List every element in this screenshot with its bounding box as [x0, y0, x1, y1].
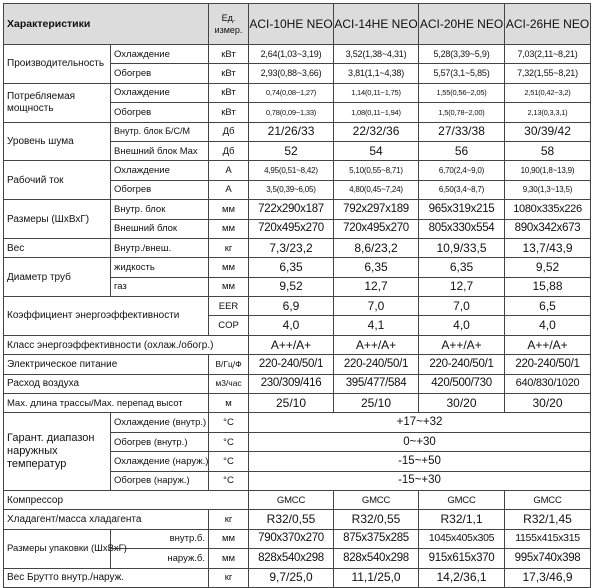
value-cell: 4,1: [334, 316, 419, 335]
value-cell: 0~+30: [249, 432, 591, 451]
value-cell: R32/0,55: [334, 510, 419, 529]
value-cell: 30/39/42: [505, 122, 591, 141]
sub-label: жидкость: [111, 258, 209, 277]
value-cell: R32/1,45: [505, 510, 591, 529]
value-cell: 2,51(0,42~3,2): [505, 83, 591, 102]
row-label-dimensions: Размеры (ШхВхГ): [4, 200, 111, 239]
sub-label: Внутр./внеш.: [111, 238, 209, 257]
value-cell: 6,35: [419, 258, 505, 277]
row-label-power: Потребляемая мощность: [4, 83, 111, 122]
value-cell: 828x540x298: [334, 549, 419, 568]
value-cell: 58: [505, 141, 591, 160]
value-cell: 6,35: [334, 258, 419, 277]
value-cell: 9,7/25,0: [249, 568, 334, 587]
sub-label: газ: [111, 277, 209, 296]
value-cell: 27/33/38: [419, 122, 505, 141]
value-cell: 1,5(0,78~2,00): [419, 103, 505, 122]
value-cell: 792x297x189: [334, 200, 419, 219]
spec-table: [3, 3, 591, 588]
value-cell: 220-240/50/1: [419, 355, 505, 374]
table-row: [4, 413, 591, 432]
value-cell: 12,7: [334, 277, 419, 296]
value-cell: A++/A+: [419, 335, 505, 354]
table-row: [4, 45, 591, 64]
value-cell: 9,52: [505, 258, 591, 277]
sub-label: Обогрев (внутр.): [111, 432, 209, 451]
value-cell: GMCC: [249, 490, 334, 509]
value-cell: 6,70(2,4~9,0): [419, 161, 505, 180]
value-cell: 3,5(0,39~6,05): [249, 180, 334, 199]
unit-cell: Дб: [209, 141, 249, 160]
sub-label: наруж.б.: [111, 549, 209, 568]
value-cell: 25/10: [249, 394, 334, 413]
value-cell: 2,93(0,88~3,66): [249, 64, 334, 83]
row-label-gross-weight: Вес Брутто внутр./наруж.: [4, 568, 209, 587]
value-cell: 4,80(0,45~7,24): [334, 180, 419, 199]
model-2: ACI-14HE NEO: [334, 4, 419, 45]
unit-cell: мм: [209, 258, 249, 277]
value-cell: 7,32(1,55~8,21): [505, 64, 591, 83]
row-label-package: Размеры упаковки (ШхВхГ): [4, 529, 111, 568]
unit-cell: кВт: [209, 103, 249, 122]
value-cell: 30/20: [419, 394, 505, 413]
unit-cell: мм: [209, 549, 249, 568]
unit-cell: кг: [209, 510, 249, 529]
row-label-guaranteed-range: Гарант. диапазон наружных температур: [4, 413, 111, 491]
value-cell: GMCC: [505, 490, 591, 509]
value-cell: 722x290x187: [249, 200, 334, 219]
table-row: [4, 335, 591, 354]
sub-label: Охлаждение: [111, 83, 209, 102]
value-cell: -15~+50: [249, 452, 591, 471]
value-cell: 220-240/50/1: [249, 355, 334, 374]
sub-label: Обогрев: [111, 180, 209, 199]
row-label-performance: Производительность: [4, 45, 111, 84]
value-cell: 220-240/50/1: [505, 355, 591, 374]
value-cell: 0,78(0,09~1,33): [249, 103, 334, 122]
value-cell: 3,52(1,38~4,31): [334, 45, 419, 64]
header-unit: Ед. измер.: [209, 4, 249, 45]
value-cell: A++/A+: [249, 335, 334, 354]
value-cell: 5,10(0,55~8,71): [334, 161, 419, 180]
table-row: [4, 122, 591, 141]
value-cell: 965x319x215: [419, 200, 505, 219]
value-cell: 995x740x398: [505, 549, 591, 568]
value-cell: 6,35: [249, 258, 334, 277]
row-label-refrigerant: Хладагент/масса хладагента: [4, 510, 209, 529]
value-cell: 56: [419, 141, 505, 160]
row-label-electric: Электрическое питание: [4, 355, 209, 374]
table-row: [4, 374, 591, 393]
sub-label: Внешний блок Max: [111, 141, 209, 160]
value-cell: 8,6/23,2: [334, 238, 419, 257]
unit-cell: COP: [209, 316, 249, 335]
sub-label: Охлаждение: [111, 45, 209, 64]
unit-cell: кВт: [209, 83, 249, 102]
table-row: [4, 355, 591, 374]
sub-label: Охлаждение (внутр.): [111, 413, 209, 432]
sub-label: Внутр. блок: [111, 200, 209, 219]
value-cell: 14,2/36,1: [419, 568, 505, 587]
value-cell: 0,74(0,08~1,27): [249, 83, 334, 102]
spec-table-container: [3, 3, 590, 588]
row-label-pipes: Диаметр труб: [4, 258, 111, 297]
sub-label: Охлаждение (наруж.): [111, 452, 209, 471]
unit-cell: °C: [209, 452, 249, 471]
value-cell: 7,03(2,11~8,21): [505, 45, 591, 64]
unit-cell: кВт: [209, 64, 249, 83]
value-cell: A++/A+: [334, 335, 419, 354]
unit-cell: А: [209, 180, 249, 199]
unit-cell: мм: [209, 277, 249, 296]
value-cell: 11,1/25,0: [334, 568, 419, 587]
value-cell: 230/309/416: [249, 374, 334, 393]
value-cell: 5,57(3,1~5,85): [419, 64, 505, 83]
unit-cell: м: [209, 394, 249, 413]
value-cell: 6,9: [249, 297, 334, 316]
value-cell: 420/500/730: [419, 374, 505, 393]
value-cell: 4,0: [249, 316, 334, 335]
unit-cell: А: [209, 161, 249, 180]
value-cell: 1155x415x315: [505, 529, 591, 548]
value-cell: 5,28(3,39~5,9): [419, 45, 505, 64]
table-row: [4, 297, 591, 316]
value-cell: R32/1,1: [419, 510, 505, 529]
unit-cell: кг: [209, 568, 249, 587]
value-cell: 25/10: [334, 394, 419, 413]
model-3: ACI-20HE NEO: [419, 4, 505, 45]
sub-label: Внутр. блок Б/С/М: [111, 122, 209, 141]
value-cell: 395/477/584: [334, 374, 419, 393]
value-cell: 790x370x270: [249, 529, 334, 548]
row-label-efficiency: Коэффициент энергоэффективности: [4, 297, 209, 336]
value-cell: 7,0: [419, 297, 505, 316]
value-cell: 828x540x298: [249, 549, 334, 568]
table-row: [4, 83, 591, 102]
unit-cell: В/Гц/Ф: [209, 355, 249, 374]
header-title: Характеристики: [4, 4, 209, 45]
header-row: [4, 4, 591, 45]
row-label-airflow: Расход воздуха: [4, 374, 209, 393]
value-cell: 890x342x673: [505, 219, 591, 238]
value-cell: 1080x335x226: [505, 200, 591, 219]
table-row: [4, 200, 591, 219]
value-cell: 9,30(1,3~13,5): [505, 180, 591, 199]
value-cell: 17,3/46,9: [505, 568, 591, 587]
value-cell: 30/20: [505, 394, 591, 413]
unit-cell: м3/час: [209, 374, 249, 393]
value-cell: 7,3/23,2: [249, 238, 334, 257]
unit-cell: °C: [209, 413, 249, 432]
unit-cell: Дб: [209, 122, 249, 141]
table-row: [4, 161, 591, 180]
row-label-pipe-length: Max. длина трассы/Max. перепад высот: [4, 394, 209, 413]
table-row: [4, 568, 591, 587]
value-cell: 1,08(0,11~1,94): [334, 103, 419, 122]
sub-label: Охлаждение: [111, 161, 209, 180]
value-cell: 15,88: [505, 277, 591, 296]
value-cell: 6,50(3,4~8,7): [419, 180, 505, 199]
sub-label: Обогрев: [111, 64, 209, 83]
value-cell: 640/830/1020: [505, 374, 591, 393]
value-cell: 4,95(0,51~8,42): [249, 161, 334, 180]
model-1: ACI-10HE NEO: [249, 4, 334, 45]
value-cell: 2,13(0,3,3,1): [505, 103, 591, 122]
value-cell: 1,55(0,56~2,05): [419, 83, 505, 102]
table-row: [4, 238, 591, 257]
value-cell: 4,0: [505, 316, 591, 335]
value-cell: 4,0: [419, 316, 505, 335]
table-row: [4, 529, 591, 548]
row-label-compressor: Компрессор: [4, 490, 249, 509]
unit-cell: мм: [209, 219, 249, 238]
value-cell: R32/0,55: [249, 510, 334, 529]
value-cell: -15~+30: [249, 471, 591, 490]
table-row: [4, 510, 591, 529]
value-cell: +17~+32: [249, 413, 591, 432]
table-row: [4, 490, 591, 509]
value-cell: GMCC: [334, 490, 419, 509]
unit-cell: мм: [209, 529, 249, 548]
unit-cell: кВт: [209, 45, 249, 64]
value-cell: 6,5: [505, 297, 591, 316]
row-label-energy-class: Класс энергоэффективности (охлаж./обогр.): [4, 335, 249, 354]
value-cell: 12,7: [419, 277, 505, 296]
sub-label: Внешний блок: [111, 219, 209, 238]
unit-cell: кг: [209, 238, 249, 257]
sub-label: внутр.б.: [111, 529, 209, 548]
value-cell: 805x330x554: [419, 219, 505, 238]
value-cell: GMCC: [419, 490, 505, 509]
sub-label: Обогрев (наруж.): [111, 471, 209, 490]
value-cell: A++/A+: [505, 335, 591, 354]
table-row: [4, 394, 591, 413]
value-cell: 54: [334, 141, 419, 160]
unit-cell: мм: [209, 200, 249, 219]
table-row: [4, 258, 591, 277]
unit-cell: EER: [209, 297, 249, 316]
unit-cell: °C: [209, 432, 249, 451]
value-cell: 22/32/36: [334, 122, 419, 141]
value-cell: 10,9/33,5: [419, 238, 505, 257]
row-label-current: Рабочий ток: [4, 161, 111, 200]
value-cell: 13,7/43,9: [505, 238, 591, 257]
unit-cell: °C: [209, 471, 249, 490]
value-cell: 10,90(1,8~13,9): [505, 161, 591, 180]
value-cell: 7,0: [334, 297, 419, 316]
value-cell: 1045x405x305: [419, 529, 505, 548]
value-cell: 21/26/33: [249, 122, 334, 141]
value-cell: 52: [249, 141, 334, 160]
model-4: ACI-26HE NEO: [505, 4, 591, 45]
value-cell: 720x495x270: [334, 219, 419, 238]
value-cell: 720x495x270: [249, 219, 334, 238]
sub-label: Обогрев: [111, 103, 209, 122]
value-cell: 3,81(1,1~4,38): [334, 64, 419, 83]
value-cell: 915x615x370: [419, 549, 505, 568]
value-cell: 220-240/50/1: [334, 355, 419, 374]
row-label-noise: Уровень шума: [4, 122, 111, 161]
value-cell: 9,52: [249, 277, 334, 296]
value-cell: 875x375x285: [334, 529, 419, 548]
value-cell: 2,64(1,03~3,19): [249, 45, 334, 64]
value-cell: 1,14(0,11~1,75): [334, 83, 419, 102]
row-label-weight: Вес: [4, 238, 111, 257]
